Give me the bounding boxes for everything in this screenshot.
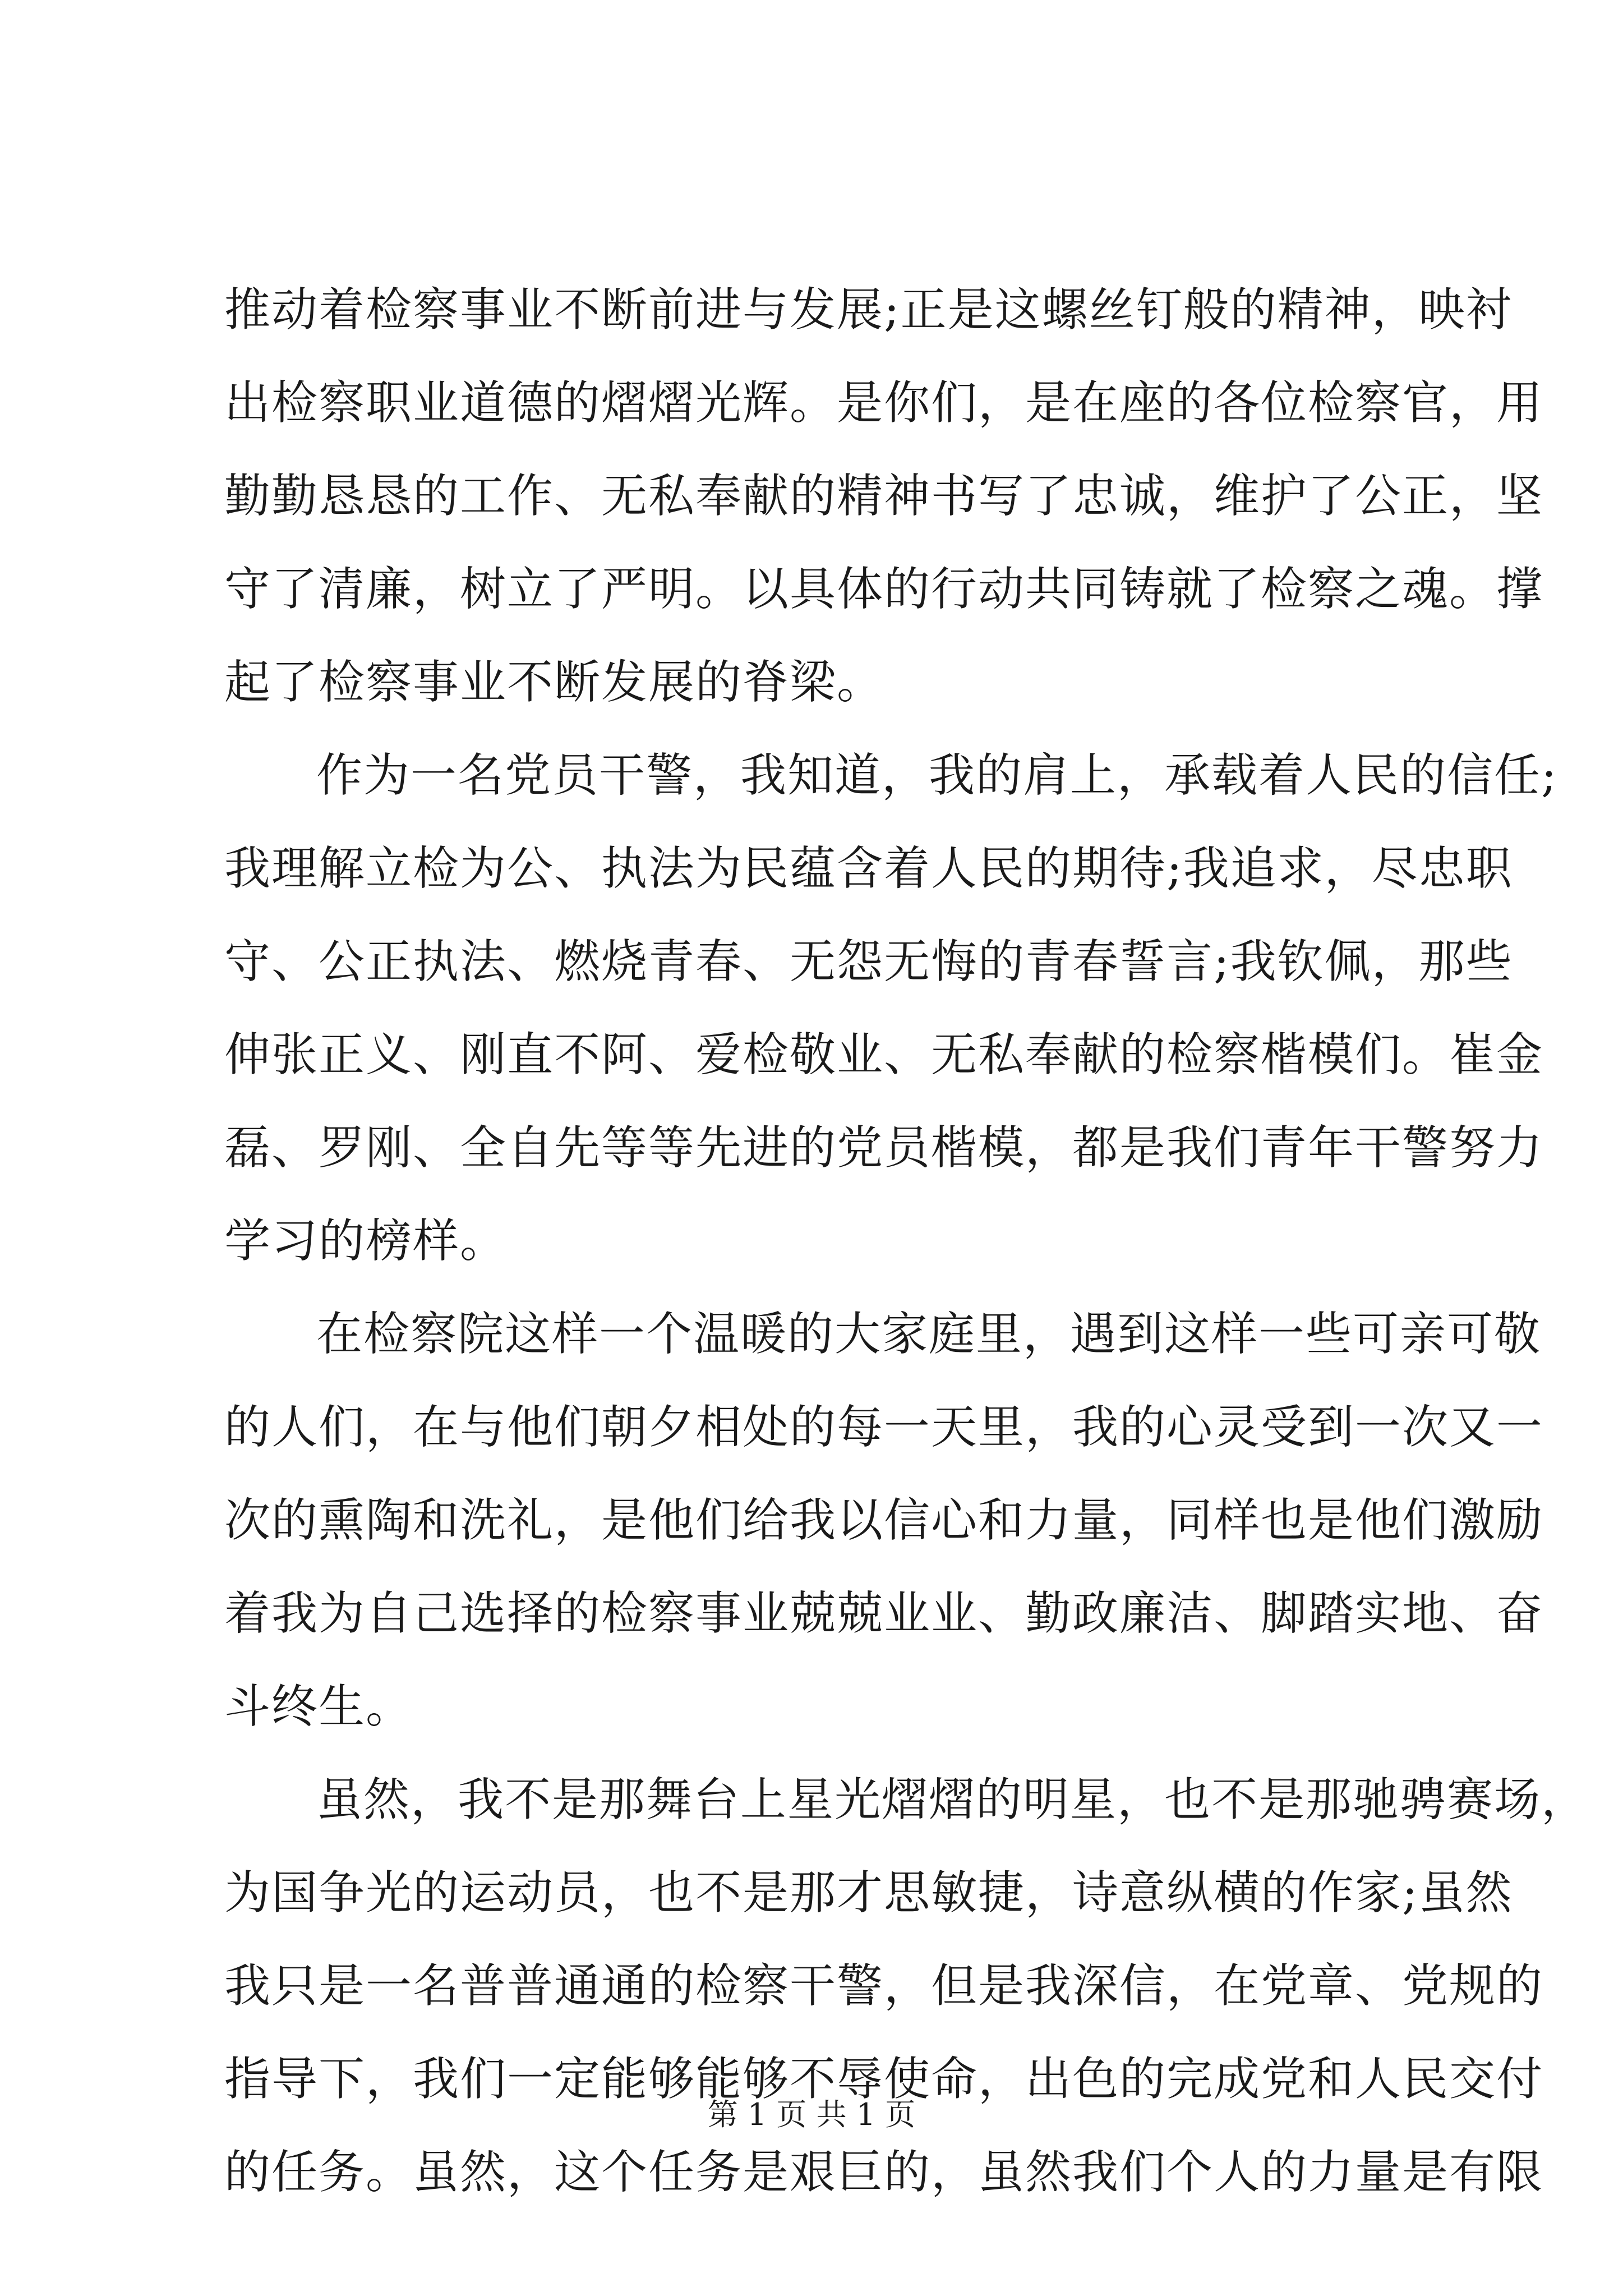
text-line: 的任务。虽然，这个任务是艰巨的，虽然我们个人的力量是有限 [224, 2146, 1544, 2199]
text-line: 守了清廉，树立了严明。以具体的行动共同铸就了检察之魂。撑 [224, 563, 1544, 616]
text-line: 斗终生。 [224, 1680, 413, 1733]
text-line: 起了检察事业不断发展的脊梁。 [224, 656, 884, 709]
page-footer [0, 2095, 1623, 2134]
text-line: 的人们，在与他们朝夕相处的每一天里，我的心灵受到一次又一 [224, 1401, 1544, 1454]
text-line: 为国争光的运动员，也不是那才思敏捷，诗意纵横的作家;虽然 [224, 1866, 1513, 1920]
text-line: 学习的榜样。 [224, 1214, 508, 1268]
document-body [224, 264, 1589, 2219]
text-line: 我只是一名普普通通的检察干警，但是我深信，在党章、党规的 [224, 1959, 1544, 2013]
text-line: 着我为自己选择的检察事业兢兢业业、勤政廉洁、脚踏实地、奋 [224, 1587, 1544, 1640]
text-line: 守、公正执法、燃烧青春、无怨无悔的青春誓言;我钦佩，那些 [224, 935, 1513, 988]
text-line: 伸张正义、刚直不阿、爱检敬业、无私奉献的检察楷模们。崔金 [224, 1028, 1544, 1082]
text-line: 指导下，我们一定能够能够不辱使命，出色的完成党和人民交付 [224, 2053, 1544, 2106]
paragraph-first-line: 作为一名党员干警，我知道，我的肩上，承载着人民的信任; [316, 749, 1558, 802]
text-line: 出检察职业道德的熠熠光辉。是你们，是在座的各位检察官，用 [224, 376, 1544, 430]
paragraph-first-line: 在检察院这样一个温暖的大家庭里，遇到这样一些可亲可敬 [316, 1308, 1542, 1361]
text-line: 勤勤恳恳的工作、无私奉献的精神书写了忠诚，维护了公正，坚 [224, 470, 1544, 523]
paragraph-first-line: 虽然，我不是那舞台上星光熠熠的明星，也不是那驰骋赛场， [316, 1773, 1589, 1826]
text-line: 次的熏陶和洗礼，是他们给我以信心和力量，同样也是他们激励 [224, 1494, 1544, 1547]
page-number-label: 第 1 页 共 1 页 [707, 2097, 916, 2132]
text-line: 推动着检察事业不断前进与发展;正是这螺丝钉般的精神，映衬 [224, 283, 1513, 337]
text-line: 磊、罗刚、全自先等等先进的党员楷模，都是我们青年干警努力 [224, 1121, 1544, 1175]
text-line: 我理解立检为公、执法为民蕴含着人民的期待;我追求，尽忠职 [224, 842, 1513, 895]
